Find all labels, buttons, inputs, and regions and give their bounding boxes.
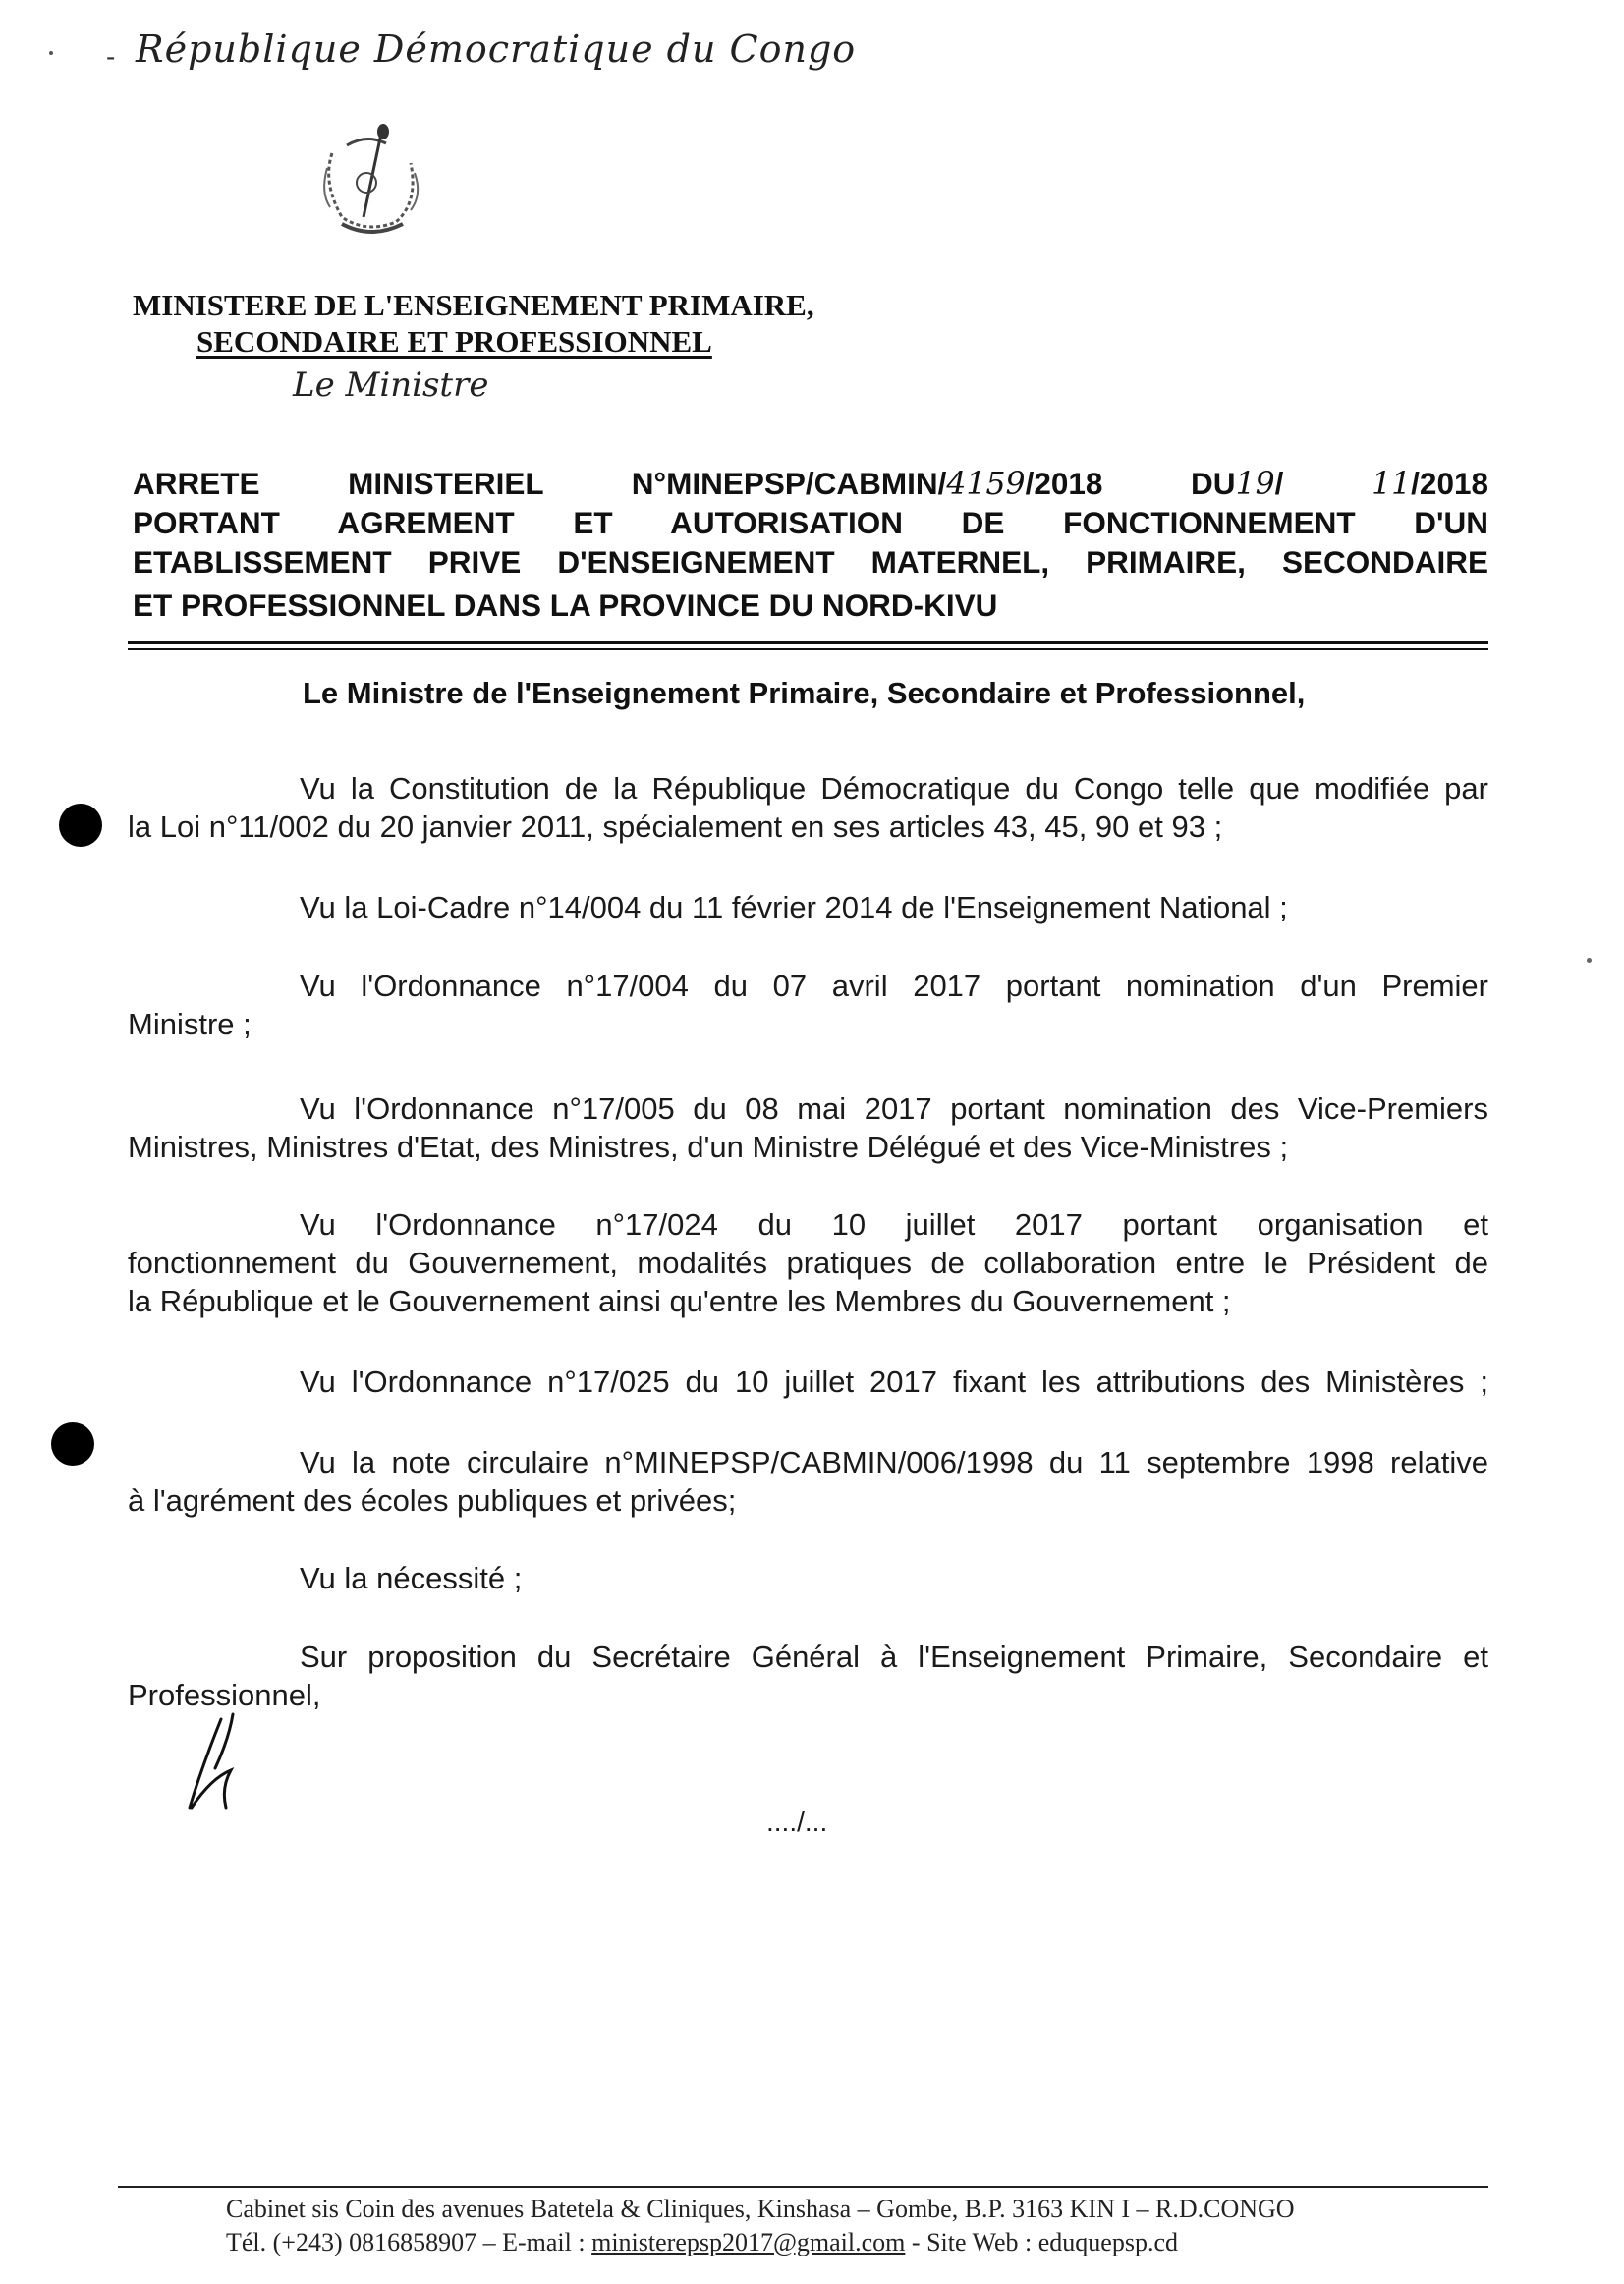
hole-punch-mark [51, 1422, 94, 1466]
recital-loi-cadre: Vu la Loi-Cadre n°14/004 du 11 février 2014 de l'Enseignement National ; [300, 890, 1288, 924]
footer-email-link[interactable]: ministerepsp2017@gmail.com [591, 2228, 906, 2256]
footer-address: Cabinet sis Coin des avenues Batetela & Cliniques, Kinshasa – Gombe, B.P. 3163 KIN I – R.D.CONGO [226, 2195, 1295, 2223]
recital-attributions: Vu l'Ordonnance n°17/025 du 10 juillet 2017 fixant les attributions des Ministères ; [300, 1365, 1488, 1399]
minister-heading: Le Ministre de l'Enseignement Primaire, Secondaire et Professionnel, [303, 676, 1306, 710]
recital-vice-premiers-cont: Ministres, Ministres d'Etat, des Ministres, d'un Ministre Délégué et des Vice-Ministres ; [128, 1130, 1289, 1164]
decree-title-line1: ARRETE MINISTERIEL N°MINEPSP/CABMIN/4159/2018 DU19/ 11/2018 [133, 466, 1488, 502]
recital-premier-ministre-cont: Ministre ; [128, 1007, 252, 1041]
title-rule-thin [128, 648, 1488, 650]
continuation-mark: ..../... [766, 1807, 828, 1837]
recital-constitution: Vu la Constitution de la République Démocratique du Congo telle que modifiée par [300, 771, 1488, 806]
decree-year: /2018 DU [1025, 466, 1236, 501]
recital-organisation-cont2: la République et le Gouvernement ainsi qu'entre les Membres du Gouvernement ; [128, 1284, 1231, 1318]
recital-organisation-cont: fonctionnement du Gouvernement, modalités pratiques de collaboration entre le Président de [128, 1246, 1488, 1280]
decree-number-handwritten: 4159 [946, 467, 1026, 502]
decree-title-line3: ETABLISSEMENT PRIVE D'ENSEIGNEMENT MATERNEL, PRIMAIRE, SECONDAIRE [133, 544, 1488, 580]
decree-prefix: ARRETE MINISTERIEL N°MINEPSP/CABMIN/ [133, 466, 947, 501]
recital-note-circulaire-cont: à l'agrément des écoles publiques et privées; [128, 1483, 737, 1518]
recital-note-circulaire: Vu la note circulaire n°MINEPSP/CABMIN/006/1998 du 11 septembre 1998 relative [300, 1445, 1488, 1479]
scan-speck [49, 51, 53, 55]
decree-title-line2: PORTANT AGREMENT ET AUTORISATION DE FONCTIONNEMENT D'UN [133, 505, 1488, 540]
recital-proposition: Sur proposition du Secrétaire Général à l'Enseignement Primaire, Secondaire et [300, 1640, 1488, 1674]
coat-of-arms-icon [312, 124, 430, 240]
scan-speck-right [1587, 958, 1592, 963]
le-ministre-label: Le Ministre [293, 365, 489, 405]
recital-vice-premiers: Vu l'Ordonnance n°17/005 du 08 mai 2017 portant nomination des Vice-Premiers [300, 1091, 1488, 1126]
header-dash: - [106, 41, 116, 72]
decree-day-handwritten: 19 [1235, 467, 1275, 502]
footer-rule [118, 2186, 1488, 2188]
recital-proposition-cont: Professionnel, [128, 1678, 321, 1712]
initials-signature [182, 1709, 260, 1817]
recital-organisation: Vu l'Ordonnance n°17/024 du 10 juillet 2017 portant organisation et [300, 1207, 1488, 1242]
republic-heading: République Démocratique du Congo [136, 28, 857, 71]
recital-premier-ministre: Vu l'Ordonnance n°17/004 du 07 avril 2017 portant nomination d'un Premier [300, 969, 1488, 1003]
decree-title-line4: ET PROFESSIONNEL DANS LA PROVINCE DU NORD-KIVU [133, 587, 998, 623]
ministry-name-line2: SECONDAIRE ET PROFESSIONNEL [196, 324, 712, 359]
ministry-name-line1: MINISTERE DE L'ENSEIGNEMENT PRIMAIRE, [133, 288, 814, 322]
footer-phone: Tél. (+243) 0816858907 – E-mail : [226, 2228, 592, 2256]
decree-year-suffix: /2018 [1411, 466, 1488, 501]
title-rule [128, 641, 1488, 644]
recital-necessite: Vu la nécessité ; [300, 1561, 523, 1595]
footer-website: - Site Web : eduquepsp.cd [905, 2228, 1179, 2256]
recital-constitution-cont: la Loi n°11/002 du 20 janvier 2011, spécialement en ses articles 43, 45, 90 et 93 ; [128, 809, 1223, 844]
decree-month-handwritten: 11 [1372, 467, 1412, 502]
footer-contact [226, 2228, 1178, 2257]
hole-punch-mark [59, 804, 102, 847]
